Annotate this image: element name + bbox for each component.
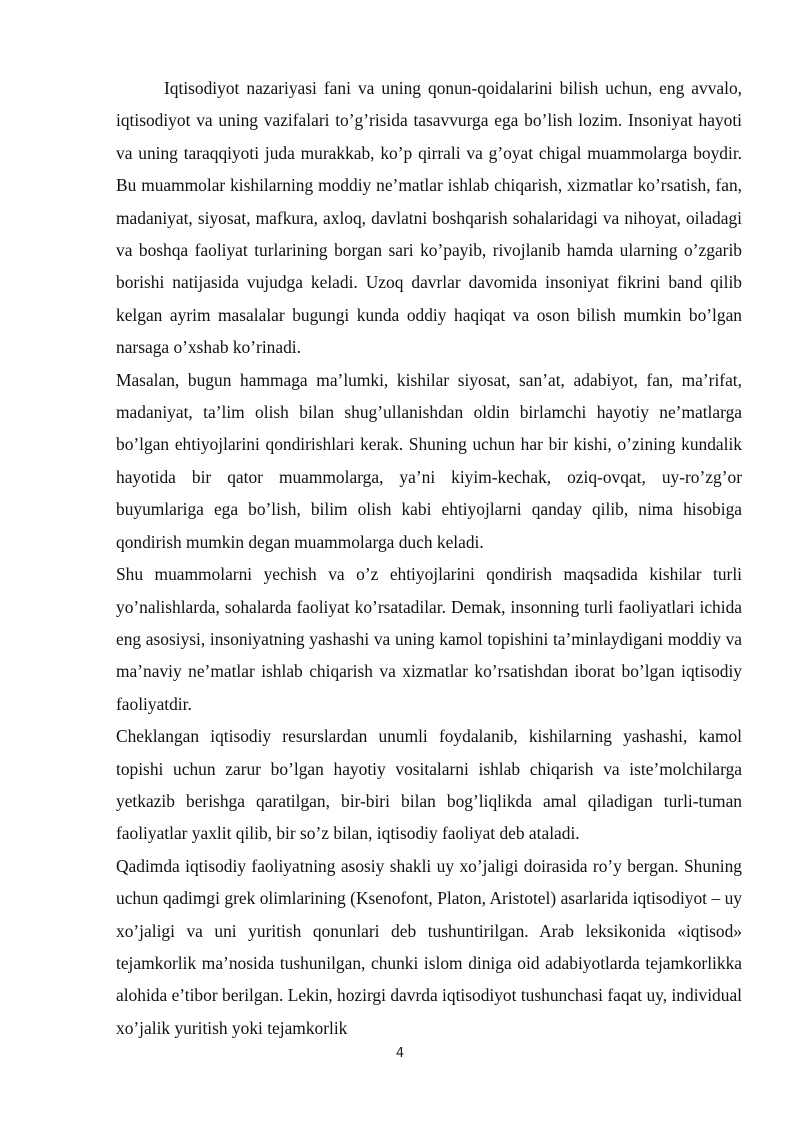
page-number: 4 — [395, 1046, 405, 1061]
paragraph-3: Shu muammolarni yechish va o’z ehtiyojlarini qondirish maqsadida kishilar turli yo’nalishlarda, sohalarda faoliyat ko’rsatadilar. Demak, insonning turli faoliyatlari ichida eng asosiysi, insoniyatning yashashi va uning kamol topishini ta’minlaydigani moddiy va ma’naviy ne’matlar ishlab chiqarish va xizmatlar ko’rsatishdan iborat bo’lgan iqtisodiy faoliyatdir. — [116, 564, 742, 714]
document-body — [116, 72, 742, 1044]
paragraph-2: Masalan, bugun hammaga ma’lumki, kishilar siyosat, san’at, adabiyot, fan, ma’rifat, madaniyat, ta’lim olish bilan shug’ullanishdan oldin birlamchi hayotiy ne’matlarga bo’lgan ehtiyojlarini qondirishlari kerak. Shuning uchun har bir kishi, o’zining kundalik hayotida bir qator muammolarga, ya’ni kiyim-kechak, oziq-ovqat, uy-ro’zg’or buyumlariga ega bo’lish, bilim olish kabi ehtiyojlarni qanday qilib, nima hisobiga qondirish mumkin degan muammolarga duch keladi. — [116, 369, 742, 552]
paragraph-4: Cheklangan iqtisodiy resurslardan unumli foydalanib, kishilarning yashashi, kamol topishi uchun zarur bo’lgan hayotiy vositalarni ishlab chiqarish va iste’molchilarga yetkazib berishga qaratilgan, bir-biri bilan bog’liqlikda amal qiladigan turli-tuman faoliyatlar yaxlit qilib, bir so’z bilan, iqtisodiy faoliyat deb ataladi. — [116, 726, 742, 844]
paragraph-1: Iqtisodiyot nazariyasi fani va uning qonun-qoidalarini bilish uchun, eng avvalo, iqtisodiyot va uning vazifalari to’g’risida tasavvurga ega bo’lish lozim. Insoniyat hayoti va uning taraqqiyoti juda murakkab, ko’p qirrali va g’oyat chigal muammolarga boydir. Bu muammolar kishilarning moddiy ne’matlar ishlab chiqarish, xizmatlar ko’rsatish, fan, madaniyat, siyosat, mafkura, axloq, davlatni boshqarish sohalaridagi va nihoyat, oiladagi va boshqa faoliyat turlarining borgan sari ko’payib, rivojlanib hamda ularning o’zgarib borishi natijasida vujudga keladi. Uzoq davrlar davomida insoniyat fikrini band qilib kelgan ayrim masalalar bugungi kunda oddiy haqiqat va oson bilish mumkin bo’lgan narsaga o’xshab ko’rinadi. — [116, 78, 742, 358]
paragraph-5: Qadimda iqtisodiy faoliyatning asosiy shakli uy xo’jaligi doirasida ro’y bergan. Shuning uchun qadimgi grek olimlarining (Ksenofont, Platon, Aristotel) asarlarida iqtisodiyot – uy xo’jaligi va uni yuritish qonunlari deb tushuntirilgan. Arab leksikonida «iqtisod» tejamkorlik ma’nosida tushunilgan, chunki islom diniga oid adabiyotlarda tejamkorlikka alohida e’tibor berilgan. Lekin, hozirgi davrda iqtisodiyot tushunchasi faqat uy, individual xo’jalik yuritish yoki tejamkorlik — [116, 855, 742, 1038]
